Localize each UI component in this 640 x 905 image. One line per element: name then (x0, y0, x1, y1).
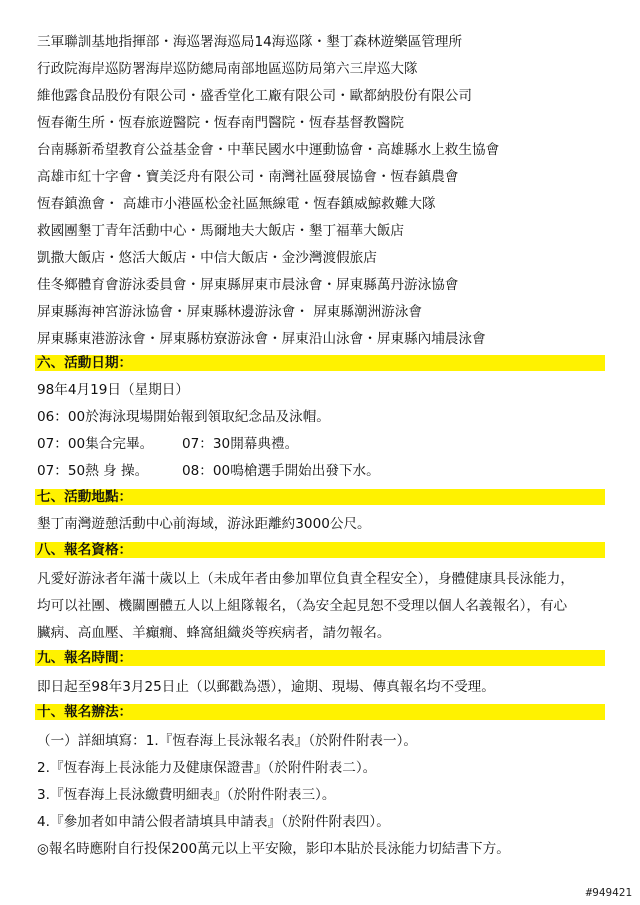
section-heading: 八、報名資格： (37, 542, 133, 558)
registration-period: 即日起至98年3月25日止（以郵戳為憑），逾期、現場、傳真報名均不受理。 (37, 679, 495, 695)
section-heading: 六、活動日期： (37, 355, 133, 371)
schedule-item: 07：00集合完畢。 (37, 436, 154, 452)
eligibility-text: 均可以社團、機關團體五人以上組隊報名，（為安全起見恕不受理以個人名義報名），有心 (37, 598, 568, 614)
location-text: 墾丁南灣遊憩活動中心前海域，游泳距離約3000公尺。 (37, 516, 371, 532)
section-heading: 九、報名時間： (37, 650, 133, 666)
procedure-item: 4.『參加者如申請公假者請填具申請表』（於附件附表四）。 (37, 814, 390, 830)
procedure-item: （一）詳細填寫：1.『恆春海上長泳報名表』（於附件附表一）。 (37, 733, 417, 749)
sponsor-line: 高雄市紅十字會・寶美泛舟有限公司・南灣社區發展協會・恆春鎮農會 (37, 169, 459, 185)
schedule-item: 08：00鳴槍選手開始出發下水。 (182, 463, 380, 479)
event-date: 98年4月19日（星期日） (37, 382, 189, 398)
section-heading: 七、活動地點： (37, 489, 133, 505)
sponsor-line: 恆春衛生所・恆春旅遊醫院・恆春南門醫院・恆春基督教醫院 (37, 115, 405, 131)
sponsor-line: 行政院海岸巡防署海岸巡防總局南部地區巡防局第六三岸巡大隊 (37, 61, 418, 77)
section-heading: 十、報名辦法： (37, 704, 133, 720)
schedule-item: 07：50熱 身 操。 (37, 463, 149, 479)
sponsor-line: 佳冬鄉體育會游泳委員會・屏東縣屏東市晨泳會・屏東縣萬丹游泳協會 (37, 277, 459, 293)
sponsor-line: 台南縣新希望教育公益基金會・中華民國水中運動協會・高雄縣水上救生協會 (37, 142, 500, 158)
eligibility-text: 凡愛好游泳者年滿十歲以上（未成年者由參加單位負責全程安全），身體健康具長泳能力， (37, 571, 574, 587)
schedule-item: 07：30開幕典禮。 (182, 436, 299, 452)
document-id-stamp: #949421 (585, 886, 632, 899)
sponsor-line: 三軍聯訓基地指揮部・海巡署海巡局14海巡隊・墾丁森林遊樂區管理所 (37, 34, 463, 50)
sponsor-line: 屏東縣海神宮游泳協會・屏東縣林邊游泳會・ 屏東縣潮洲游泳會 (37, 304, 422, 320)
sponsor-line: 恆春鎮漁會・ 高雄市小港區松金社區無線電・恆春鎮威鯨救難大隊 (37, 196, 436, 212)
schedule-item: 06：00於海泳現場開始報到領取紀念品及泳帽。 (37, 409, 330, 425)
eligibility-text: 臟病、高血壓、羊癲癇、蜂窩組織炎等疾病者，請勿報名。 (37, 625, 391, 641)
insurance-note: ◎報名時應附自行投保200萬元以上平安險，影印本貼於長泳能力切結書下方。 (37, 841, 510, 857)
procedure-item: 2.『恆春海上長泳能力及健康保證書』（於附件附表二）。 (37, 760, 377, 776)
sponsor-line: 凱撒大飯店・悠活大飯店・中信大飯店・金沙灣渡假旅店 (37, 250, 377, 266)
procedure-item: 3.『恆春海上長泳繳費明細表』（於附件附表三）。 (37, 787, 336, 803)
sponsor-line: 維他露食品股份有限公司・盛香堂化工廠有限公司・歐都納股份有限公司 (37, 88, 472, 104)
sponsor-line: 救國團墾丁青年活動中心・馬爾地夫大飯店・墾丁福華大飯店 (37, 223, 405, 239)
sponsor-line: 屏東縣東港游泳會・屏東縣枋寮游泳會・屏東沿山泳會・屏東縣內埔晨泳會 (37, 331, 486, 347)
